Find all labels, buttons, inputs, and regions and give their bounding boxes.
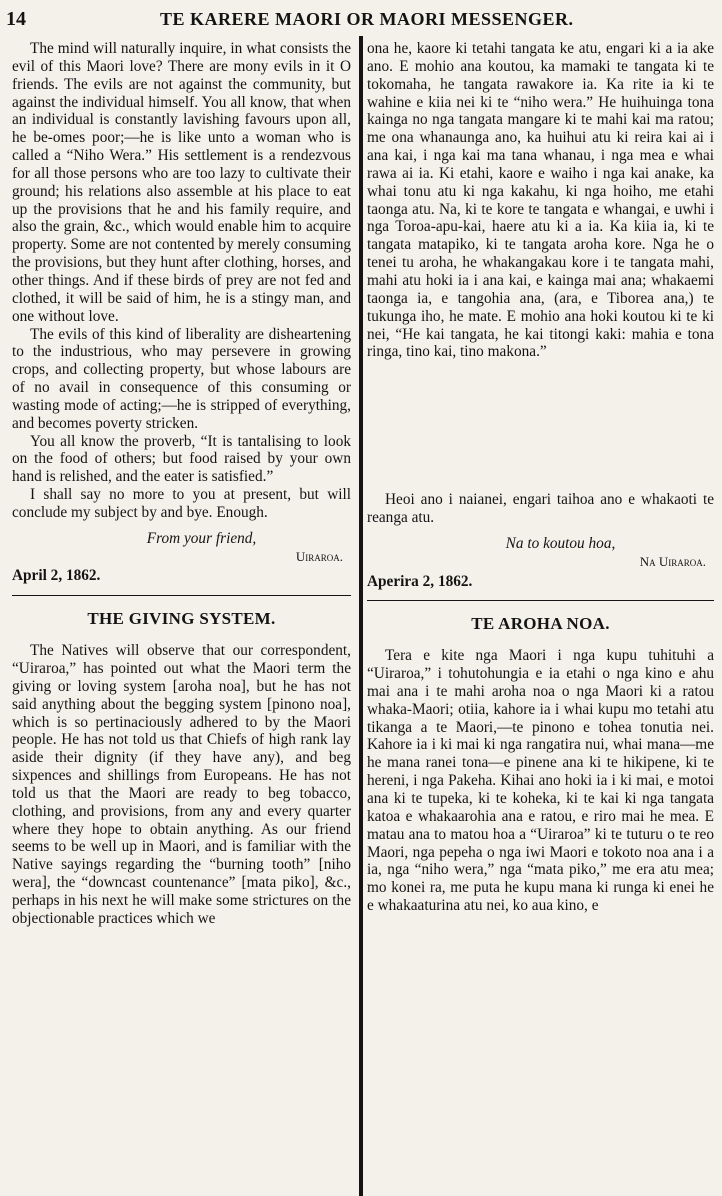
paragraph: ona he, kaore ki tetahi tangata ke atu, engari ki a ia ake ano. E mohio ana koutou, ka mamaki te tangata ki te tokomaha, he tangata rawakore ia. Ka rite ia ki te wahine e kiia nei ki te “niho wera.” He huihuinga tona kainga no nga tangata mangare ki te mahi kai ma ratou; me ona whanaunga ano, ka huihui atu ki reira kai ai i ana kai, i nga kai ma tana whanau, i nga mea e whai rawa ai ia. Ki etahi, kaore e waiho i nga kai anake, ka whai tonu atu ki nga kakahu, ki nga hoiho, me etahi taonga atu. Na, ki te kore te tangata e whangai, e uwhi i nga Toroa-apu-kai, haere atu ki a ia. Ka kiia ia, ki te tangata matapiko, ki te tangata aroha kore. Nga he o tenei tu aroha, he whakangakau kore i te tangata mahi, mahi atu hoki ia i ana kai, e kainga mai ana; whakaemi taonga ia, e tangohia ana, (ara, e Tiborea ana,) te tukunga iho, he mate. E mohio ana hoki koutou ki te ki nei, “He kai tangata, he kai titongi kaki: mahia e tona ringa, tino kai, tino makona.”	[367, 40, 714, 361]
column-divider	[359, 36, 363, 1196]
paragraph: The mind will naturally inquire, in what consists the evil of this Maori love? There are mony evils in it O friends. The evils are not against the community, but against the individual himself. You all know, that when an individual is constantly lavishing favours upon all, he be-omes poor;—he is like unto a woman who is called a “Niho Wera.” His settlement is a rendezvous for all those persons who are too lazy to cultivate their ground; his relations also assemble at his place to eat up the provisions that he and his family require, and also the grain, &c., which would enable him to acquire property. Some are not contented by merely consuming the provisions, but they hunt after clothing, horses, and other things. And if these birds of prey are not fed and clothed, it will be said of him, he is a stingy man, and one without love.	[12, 40, 351, 325]
signature: Uiraroa.	[295, 548, 343, 564]
paragraph: The Natives will observe that our correspondent, “Uiraroa,” has pointed out what the Maori term the giving or loving system [aroha noa], but he has not said anything about the begging system [pinono noa], which is so pertinaciously adhered to by the Maori people. He has not told us that Chiefs of high rank lay aside their dignity (if they have any), and beg sixpences and shillings from Europeans. He has not told us that the Maori are ready to beg tobacco, clothing, and provisions, from any and every quarter where they hope to obtain anything. As our friend seems to be well up in Maori, and is familiar with the Native sayings regarding the “burning tooth” [niho wera], the “downcast countenance” [mata piko], &c., perhaps in his next he will make some strictures on the objectionable practices which we	[12, 642, 351, 927]
maori-column	[367, 40, 714, 915]
section-title: THE GIVING SYSTEM.	[12, 595, 351, 628]
paragraph: I shall say no more to you at present, but will conclude my subject by and bye. Enough.	[12, 486, 351, 521]
paragraph: The evils of this kind of liberality are disheartening to the industrious, who may persevere in growing crops, and collecting property, but whose labours are of no avail in consequence of this consuming or wasting mode of acting;—he is stripped of everything, and becomes poverty stricken.	[12, 325, 351, 432]
page-number: 14	[6, 8, 26, 30]
paragraph: You all know the proverb, “It is tantalising to look on the food of others; but food raised by your own hand is relished, and the eater is satisfied.”	[12, 432, 351, 486]
letter-date: April 2, 1862.	[12, 567, 101, 585]
blank-space	[367, 361, 714, 491]
english-column	[12, 40, 351, 928]
signature: Na Uiraroa.	[639, 553, 706, 569]
salutation: From your friend,	[146, 529, 257, 547]
letter-date: Aperira 2, 1862.	[367, 572, 473, 590]
paragraph: Tera e kite nga Maori i nga kupu tuhituhi a “Uiraroa,” i tohutohungia e ia etahi o nga kino e ahu mai ana i te mahi aroha noa o nga Maori ki a ratou whaka-Maori; otiia, kahore ia i whai kupu mo tetahi atu tikanga a te Maori,—te pinono e tohea tonutia nei. Kahore ia i ki mai ki nga rangatira nui, whai mana—me he mana ranei tona—e pinene ana ki te hikipene, ki te hereni, i nga Pakeha. Kihai ano hoki ia i ki mai, e motoi ana ki te tupeka, ki te koheka, ki te kai ki nga tangata katoa e whakaarohia ana e ratou, e riro mai he mea. E matau ana to matou hoa a “Uiraroa” ki te tuturu o te reo Maori, nga pepeha o nga iwi Maori e tokoto noa ana i a ia, nga “niho wera,” nga “mata piko,” me era atu mea; mo konei ra, me puta he kupu mana ki runga ki enei he e whakaaturina atu nei, ko aua kino, e	[367, 647, 714, 915]
section-title: TE AROHA NOA.	[367, 600, 714, 633]
closing-line: Heoi ano i naianei, engari taihoa ano e whakaoti te reanga atu.	[367, 491, 714, 527]
salutation: Na to koutou hoa,	[505, 534, 616, 552]
masthead-title: TE KARERE MAORI OR MAORI MESSENGER.	[160, 9, 574, 29]
